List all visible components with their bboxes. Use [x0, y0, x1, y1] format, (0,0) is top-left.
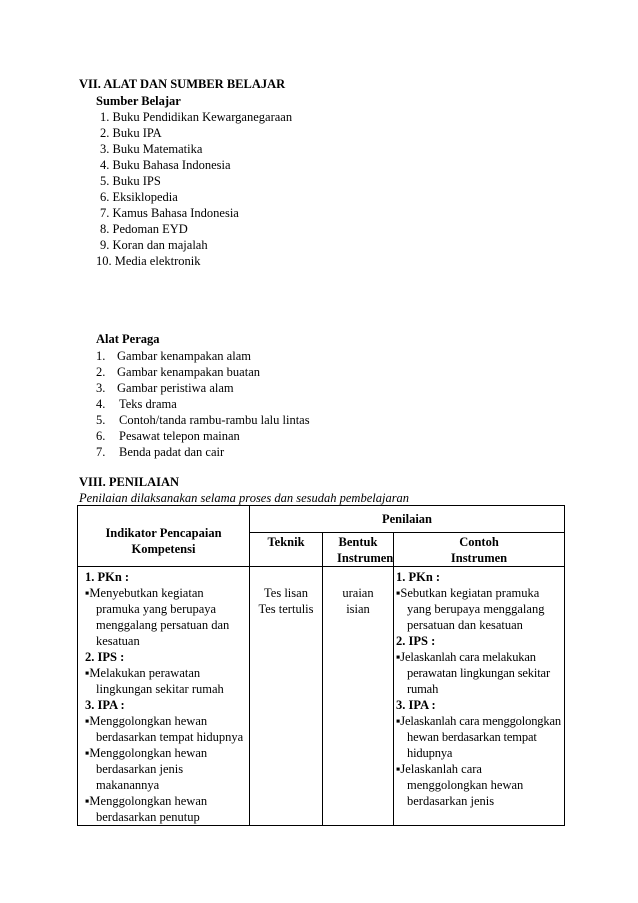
section-7-heading: VII. ALAT DAN SUMBER BELAJAR [79, 77, 286, 91]
alat-peraga-title: Alat Peraga [96, 332, 160, 346]
list-item: Contoh/tanda rambu-rambu lalu lintas [119, 413, 310, 427]
list-item: ▪Sebutkan kegiatan pramuka yang berupaya menggalang persatuan dan kesatuan [396, 586, 545, 632]
list-item-number: 1. [96, 349, 106, 363]
list-item: 2. Buku IPA [100, 126, 162, 140]
header-teknik: Teknik [250, 533, 323, 567]
sumber-belajar-title: Sumber Belajar [96, 94, 181, 108]
list-item-number: 7. [96, 445, 106, 459]
bentuk-value: uraian [342, 586, 374, 600]
bentuk-cell [323, 567, 394, 826]
list-item-number: 3. [96, 381, 106, 395]
section-8-subtitle: Penilaian dilaksanakan selama proses dan sesudah pembelajaran [79, 491, 410, 505]
list-item: ▪Menggolongkan hewan berdasarkan jenis makanannya [85, 746, 208, 792]
list-item: 7. Kamus Bahasa Indonesia [100, 206, 239, 220]
header-penilaian: Penilaian [250, 506, 565, 533]
list-item: Teks drama [119, 397, 177, 411]
list-item: ▪Melakukan perawatan lingkungan sekitar rumah [85, 666, 224, 696]
ips-label: 2. IPS : [396, 634, 436, 648]
header-contoh: Contoh Instrumen [394, 533, 565, 567]
list-item: 6. Eksiklopedia [100, 190, 178, 204]
list-item: ▪Menggolongkan hewan berdasarkan penutup [85, 794, 208, 824]
header-bentuk: Bentuk Instrumen [323, 533, 394, 567]
penilaian-table [77, 505, 565, 826]
list-item: 10. Media elektronik [96, 254, 201, 268]
contoh-cell [394, 567, 565, 826]
list-item: ▪Jelaskanlah cara menggolongkan hewan berdasarkan tempat hidupnya [396, 714, 561, 760]
pkn-label: 1. PKn : [396, 570, 441, 584]
bentuk-value: isian [346, 602, 370, 616]
list-item: ▪Jelaskanlah cara melakukan perawatan lingkungan sekitar rumah [396, 650, 550, 696]
section-8-heading: VIII. PENILAIAN [79, 475, 180, 489]
list-item-number: 6. [96, 429, 106, 443]
teknik-cell [250, 567, 323, 826]
list-item: Pesawat telepon mainan [119, 429, 240, 443]
list-item: ▪Menyebutkan kegiatan pramuka yang berupaya menggalang persatuan dan kesatuan [85, 586, 230, 648]
teknik-value: Tes lisan [264, 586, 308, 600]
list-item: Gambar peristiwa alam [117, 381, 234, 395]
ips-label: 2. IPS : [85, 650, 125, 664]
list-item: 5. Buku IPS [100, 174, 161, 188]
list-item: 8. Pedoman EYD [100, 222, 188, 236]
list-item: Benda padat dan cair [119, 445, 225, 459]
teknik-value: Tes tertulis [258, 602, 314, 616]
list-item: 1. Buku Pendidikan Kewarganegaraan [100, 110, 293, 124]
list-item: Gambar kenampakan alam [117, 349, 251, 363]
list-item: 9. Koran dan majalah [100, 238, 208, 252]
list-item-number: 4. [96, 397, 106, 411]
list-item-number: 5. [96, 413, 106, 427]
header-indikator: Indikator Pencapaian Kompetensi [78, 506, 250, 567]
list-item: 3. Buku Matematika [100, 142, 203, 156]
list-item: 4. Buku Bahasa Indonesia [100, 158, 231, 172]
list-item: ▪Jelaskanlah cara menggolongkan hewan berdasarkan jenis [396, 762, 524, 808]
ipa-label: 3. IPA : [396, 698, 436, 712]
ipa-label: 3. IPA : [85, 698, 125, 712]
list-item: ▪Menggolongkan hewan berdasarkan tempat hidupnya [85, 714, 244, 744]
pkn-label: 1. PKn : [85, 570, 130, 584]
list-item: Gambar kenampakan buatan [117, 365, 260, 379]
indikator-cell [78, 567, 250, 826]
list-item-number: 2. [96, 365, 106, 379]
